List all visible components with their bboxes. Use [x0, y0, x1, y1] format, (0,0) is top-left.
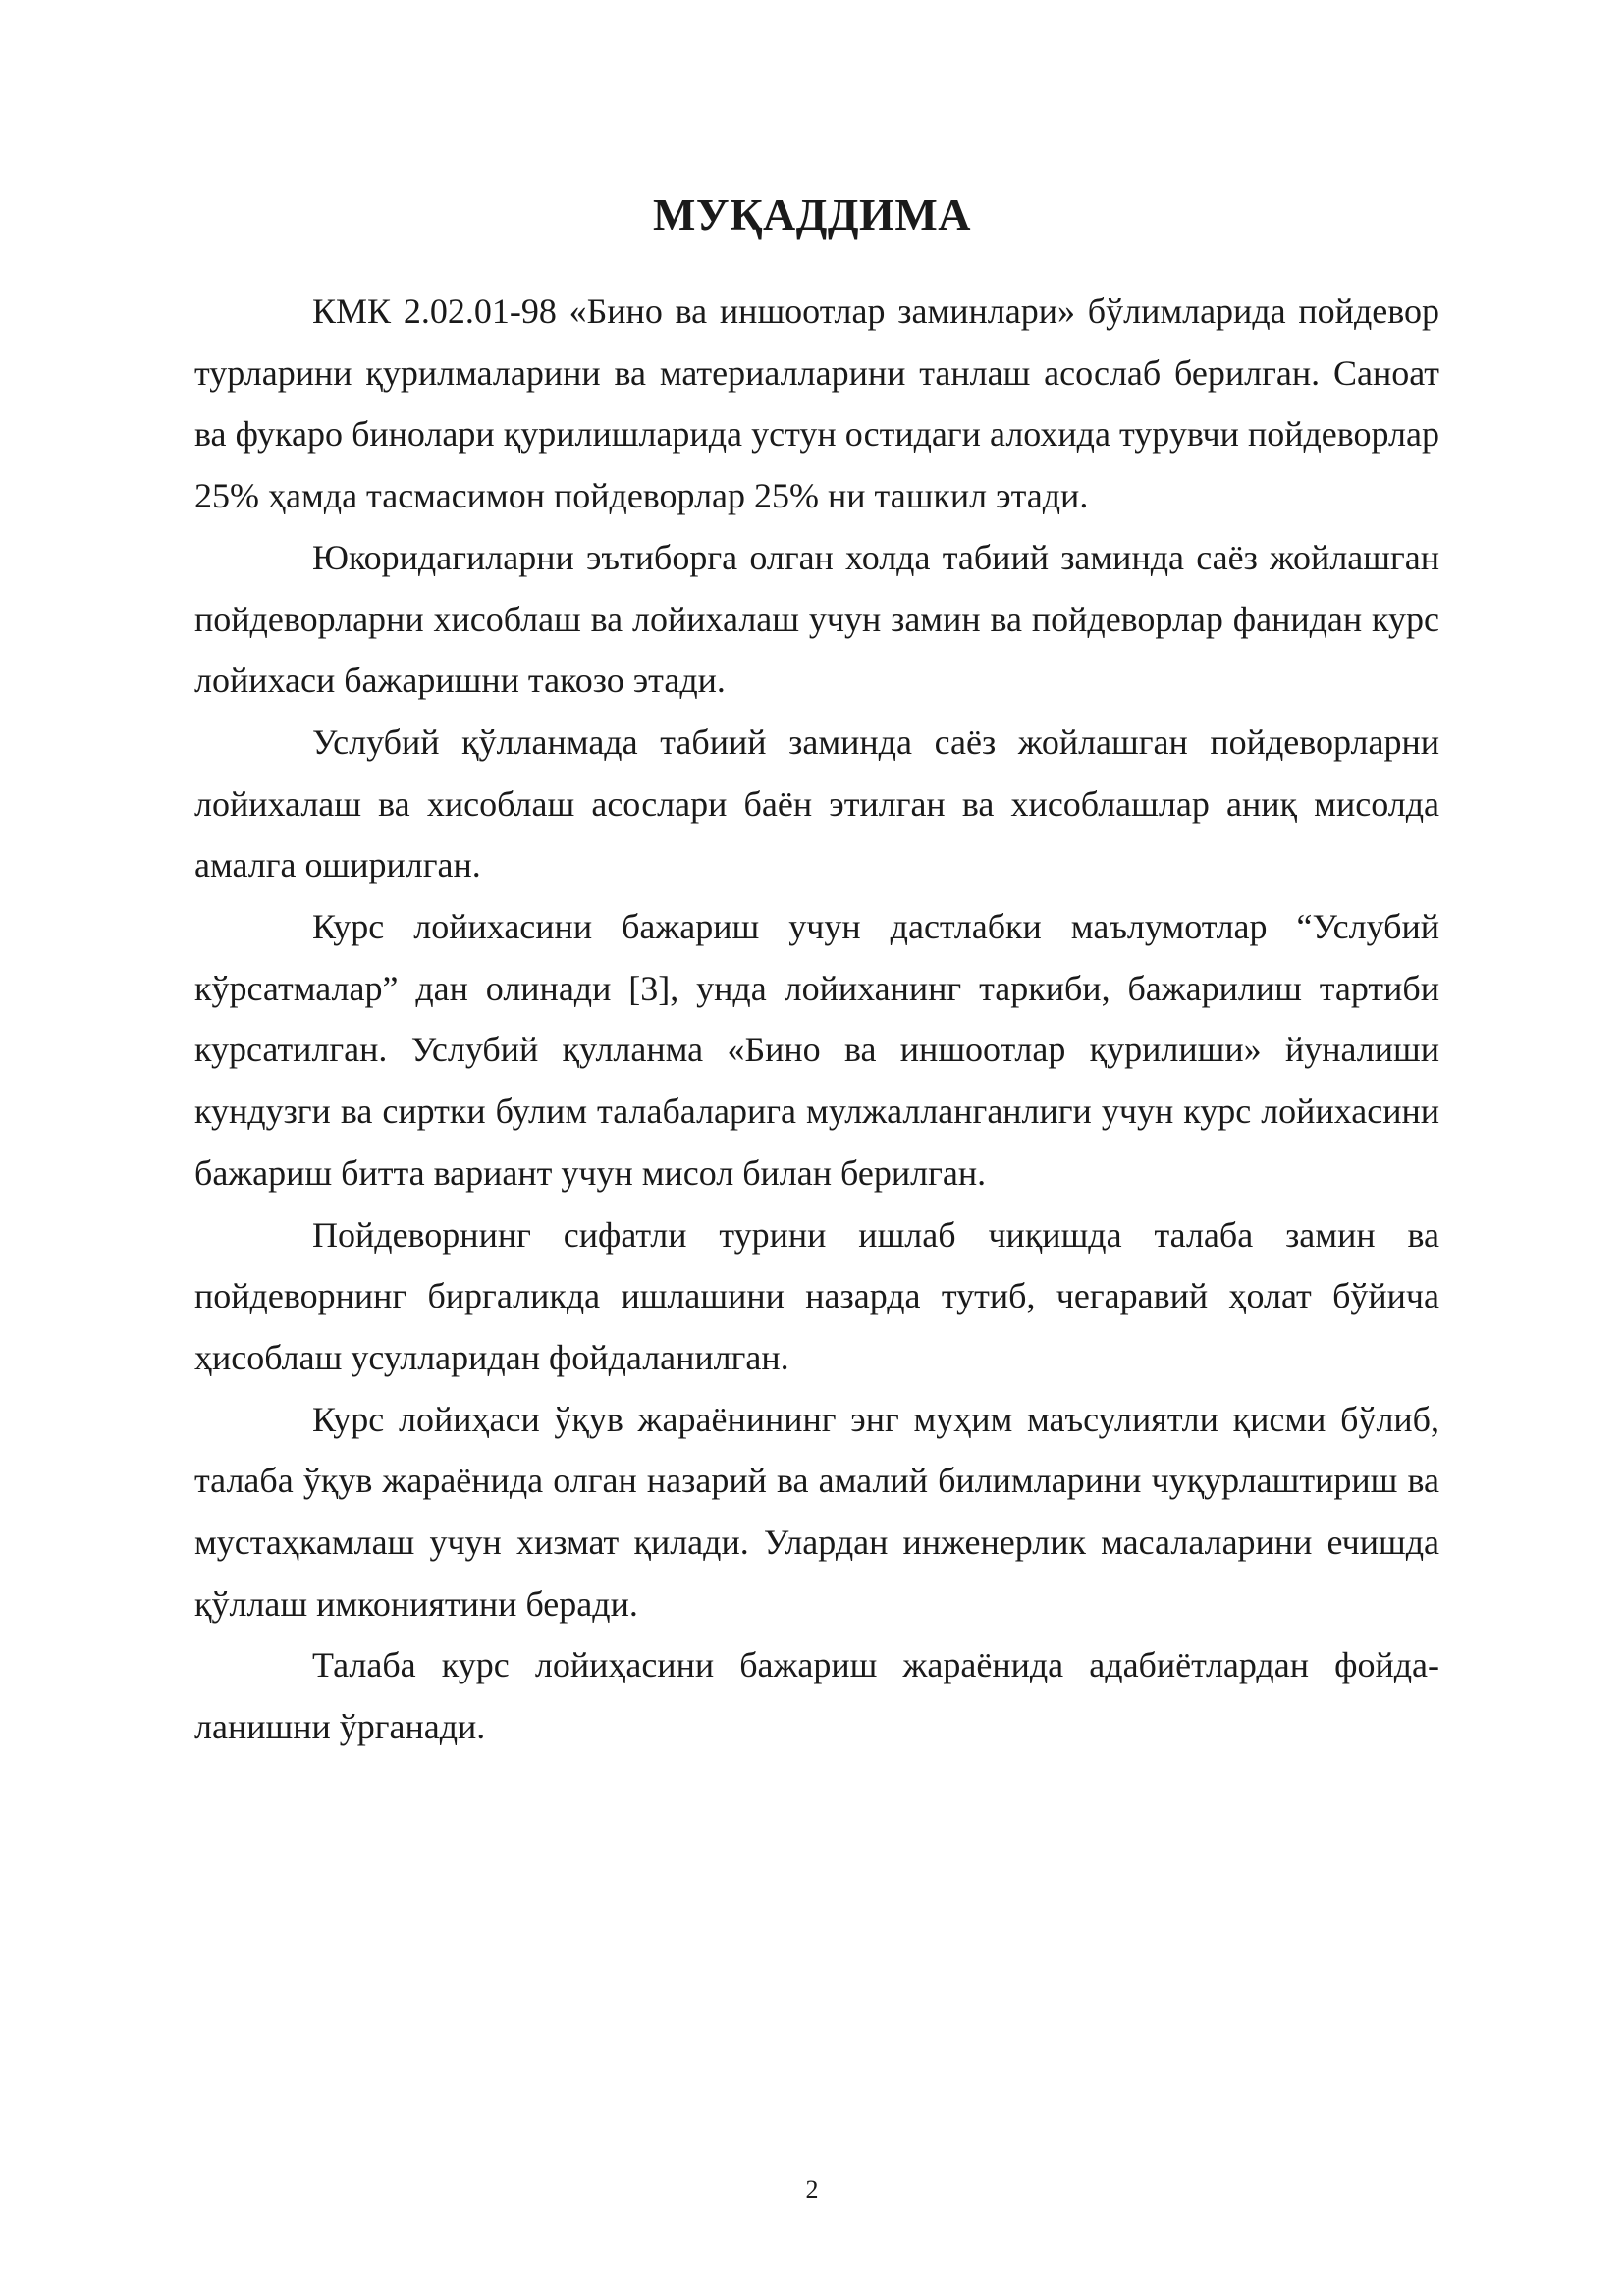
paragraph-1: КМК 2.02.01-98 «Бино ва иншоотлар заминлари» бўлимларида пойдевор турларини қурилмаларини ва материалларини танлаш асослаб берилган. Саноат ва фукаро бинолари қурилишларида устун остидаги алохида турувчи пойдеворлар 25% ҳамда тасмасимон пойдеворлар 25% ни ташкил этади.: [194, 292, 1439, 516]
page-title: МУҚАДДИМА: [653, 188, 971, 240]
paragraph-4: Курс лойихасини бажариш учун дастлабки маълумотлар “Услубий кўрсатмалар” дан олинади [3], унда лойиханинг таркиби, бажарилиш тартиби курсатилган. Услубий қулланма «Бино ва иншоотлар қурилиши» йуналиши кундузги ва сиртки булим талабаларига мулжалланганлиги учун курс лойихасини бажариш битта вариант учун мисол билан берилган.: [194, 907, 1439, 1193]
paragraph-2: Юкоридагиларни эътиборга олган холда табиий заминда саёз жойлашган пойдеворларни хисоблаш ва лойихалаш учун замин ва пойдеворлар фанидан курс лойихаси бажаришни такозо этади.: [194, 537, 1439, 701]
paragraph-7: Талаба курс лойиҳасини бажариш жараёнида адабиётлардан фойда-ланишни ўрганади.: [194, 1645, 1439, 1747]
paragraph-3: Услубий қўлланмада табиий заминда саёз жойлашган пойдеворларни лойихалаш ва хисоблаш асослари баён этилган ва хисоблашлар аниқ мисолда амалга оширилган.: [194, 721, 1439, 885]
paragraph-5: Пойдеворнинг сифатли турини ишлаб чиқишда талаба замин ва пойдеворнинг биргаликда ишлашини назарда тутиб, чегаравий ҳолат бўйича ҳисоблаш усулларидан фойдаланилган.: [194, 1214, 1439, 1377]
document-body: [194, 281, 1439, 1758]
page-number: 2: [805, 2175, 819, 2204]
paragraph-6: Курс лойиҳаси ўқув жараёнининг энг муҳим маъсулиятли қисми бўлиб, талаба ўқув жараёнида олган назарий ва амалий билимларини чуқурлаштириш ва мустаҳкамлаш учун хизмат қилади. Улардан инженерлик масалаларини ечишда қўллаш имкониятини беради.: [194, 1399, 1439, 1624]
